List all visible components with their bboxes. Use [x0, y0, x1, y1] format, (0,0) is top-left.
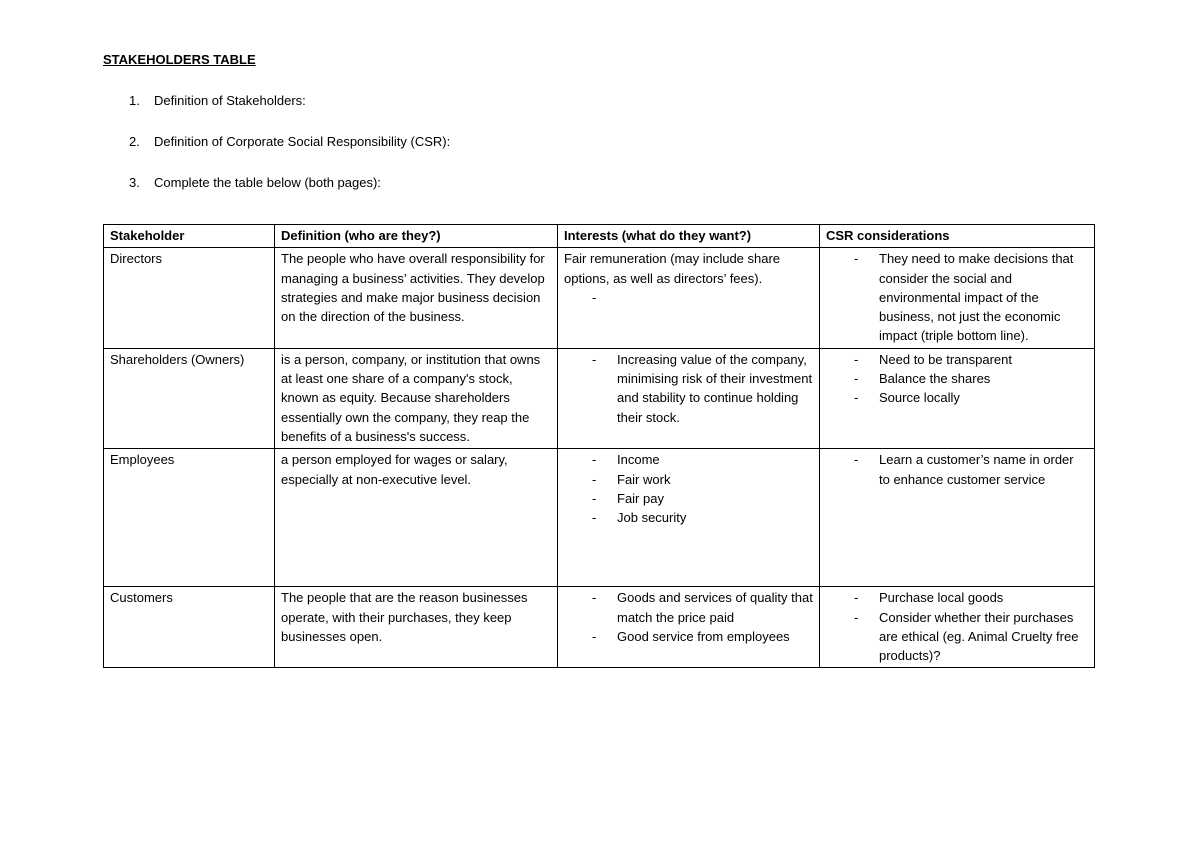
list-item: - Consider whether their purchases are ethical (eg. Animal Cruelty free products)?: [826, 608, 1088, 666]
question-2: [129, 134, 450, 149]
interests-list: [564, 450, 813, 527]
header-interests: Interests (what do they want?): [558, 225, 820, 248]
cell-interests: [558, 248, 820, 348]
cell-interests: [558, 449, 820, 587]
list-item: - Purchase local goods: [826, 588, 1088, 607]
question-number: 1.: [129, 93, 140, 108]
cell-definition: a person employed for wages or salary, especially at non-executive level.: [275, 449, 558, 587]
cell-definition: The people that are the reason businesses operate, with their purchases, they keep businesses open.: [275, 587, 558, 668]
question-3: [129, 175, 381, 190]
cell-stakeholder: Directors: [104, 248, 275, 348]
header-definition: Definition (who are they?): [275, 225, 558, 248]
list-item: - Fair work: [564, 470, 813, 489]
list-item: - Increasing value of the company, minimising risk of their investment and stability to continue holding their stock.: [564, 350, 813, 427]
cell-stakeholder: Employees: [104, 449, 275, 587]
question-number: 3.: [129, 175, 140, 190]
cell-csr: [820, 449, 1095, 587]
list-item: - They need to make decisions that consider the social and environmental impact of the business, not just the economic impact (triple bottom line).: [826, 249, 1088, 345]
table-row: [104, 248, 1095, 348]
table-row: [104, 587, 1095, 668]
interests-list: [564, 350, 813, 427]
cell-csr: [820, 348, 1095, 448]
question-1: [129, 93, 306, 108]
question-number: 2.: [129, 134, 140, 149]
cell-csr: [820, 587, 1095, 668]
csr-list: [826, 249, 1088, 345]
csr-list: [826, 450, 1088, 489]
list-item: - Good service from employees: [564, 627, 813, 646]
empty-dash-item: -: [592, 289, 597, 305]
stakeholders-table: [103, 224, 1095, 668]
list-item: - Goods and services of quality that match the price paid: [564, 588, 813, 627]
table-row: [104, 348, 1095, 448]
cell-interests: [558, 348, 820, 448]
cell-stakeholder: Customers: [104, 587, 275, 668]
list-item: - Balance the shares: [826, 369, 1088, 388]
interests-text: Fair remuneration (may include share options, as well as directors’ fees).: [564, 251, 781, 286]
cell-interests: [558, 587, 820, 668]
list-item: - Fair pay: [564, 489, 813, 508]
question-text: Definition of Stakeholders:: [154, 93, 306, 108]
cell-stakeholder: Shareholders (Owners): [104, 348, 275, 448]
document-title: STAKEHOLDERS TABLE: [103, 52, 256, 67]
interests-list: [564, 588, 813, 646]
csr-list: [826, 588, 1088, 665]
list-item: - Learn a customer’s name in order to enhance customer service: [826, 450, 1088, 489]
table-header-row: [104, 225, 1095, 248]
question-text: Definition of Corporate Social Responsibility (CSR):: [154, 134, 451, 149]
cell-csr: [820, 248, 1095, 348]
cell-definition: The people who have overall responsibility for managing a business’ activities. They develop strategies and make major business decision on the direction of the business.: [275, 248, 558, 348]
cell-definition: is a person, company, or institution that owns at least one share of a company's stock, known as equity. Because shareholders essentially own the company, they reap the benefits of a business's success.: [275, 348, 558, 448]
table-row: [104, 449, 1095, 587]
list-item: - Need to be transparent: [826, 350, 1088, 369]
header-stakeholder: Stakeholder: [104, 225, 275, 248]
header-csr: CSR considerations: [820, 225, 1095, 248]
list-item: - Source locally: [826, 388, 1088, 407]
csr-list: [826, 350, 1088, 408]
question-text: Complete the table below (both pages):: [154, 175, 381, 190]
list-item: - Income: [564, 450, 813, 469]
list-item: - Job security: [564, 508, 813, 527]
